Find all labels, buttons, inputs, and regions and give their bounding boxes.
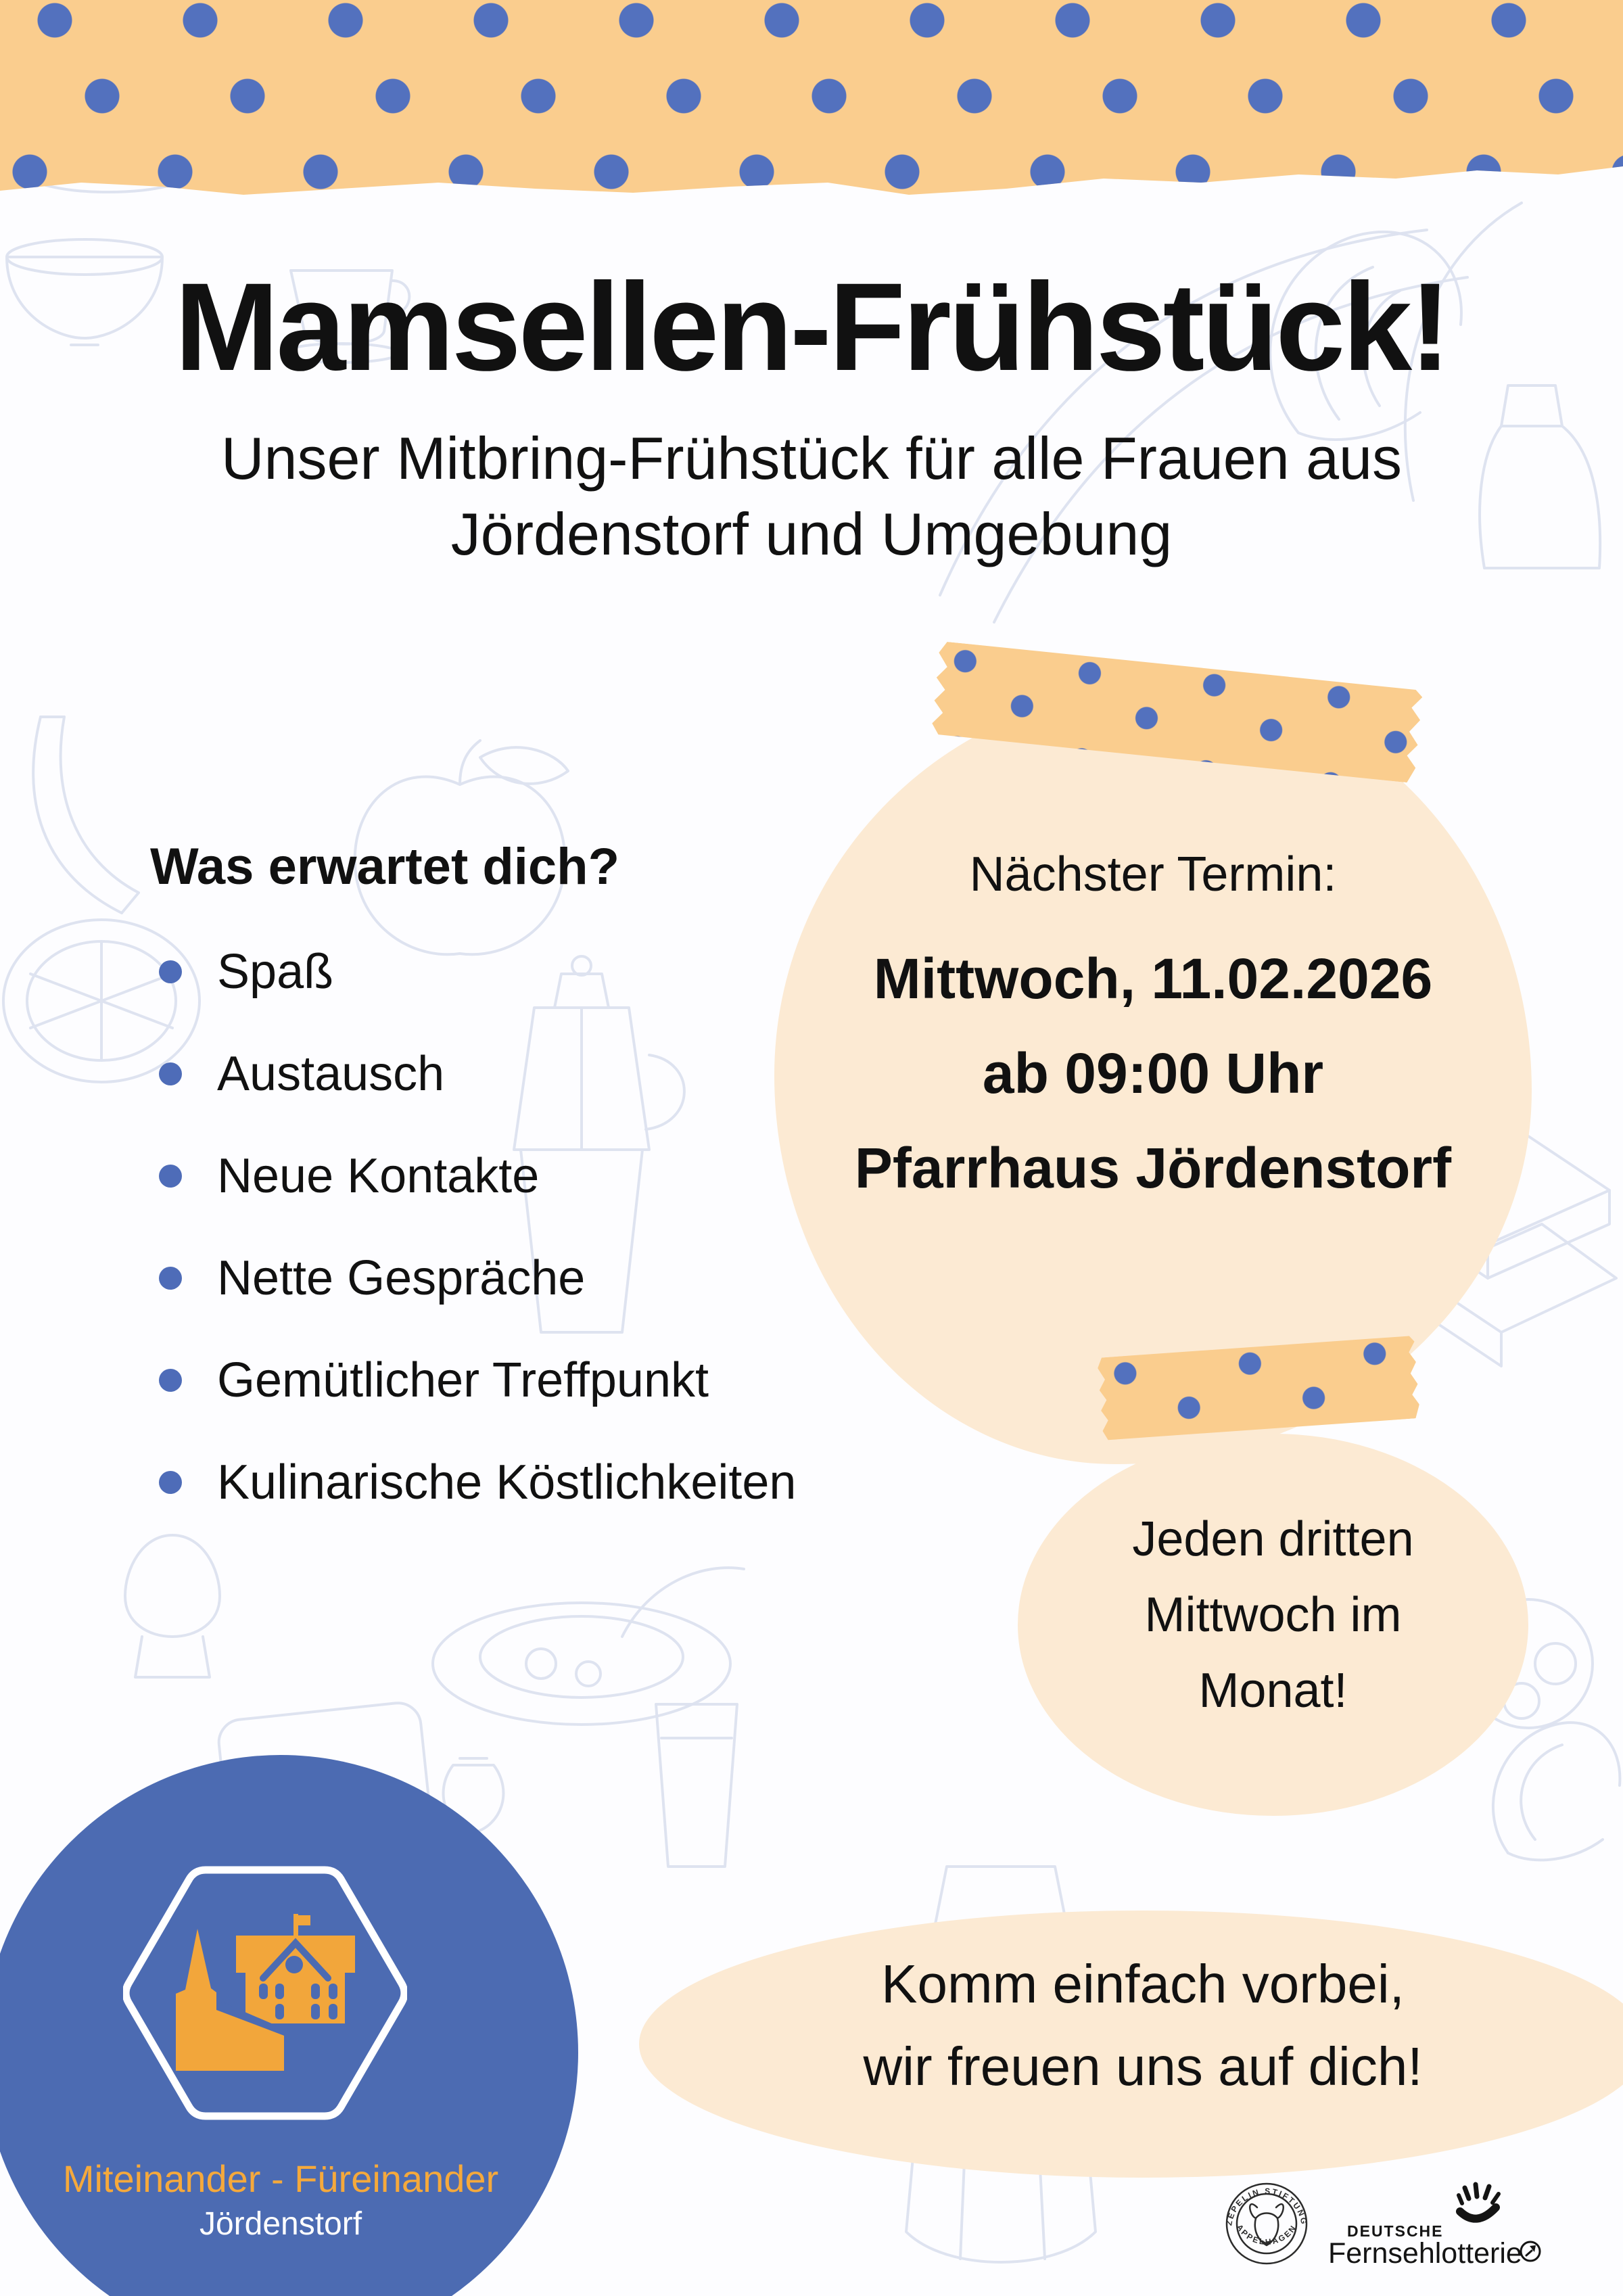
cta-blob [639,1911,1623,2178]
polka-dot-banner [0,0,1623,203]
recurrence-line-1: Jeden dritten [1132,1512,1414,1566]
cta-text [639,1943,1623,2108]
recurrence-circle [1018,1434,1528,1816]
list-item [159,1227,796,1329]
list-item [159,1329,796,1431]
next-date-details [774,931,1532,1215]
expectations-heading: Was erwartet dich? [150,838,620,895]
recurrence-text [1018,1501,1528,1729]
bullet-dot-icon [159,1165,182,1188]
list-item-label: Neue Kontakte [217,1148,540,1203]
page-title: Mamsellen-Frühstück! [174,258,1449,397]
fernsehlotterie-logo [1325,2178,1596,2286]
seal-bottom-text: APPELHAGEN [1234,2222,1299,2247]
list-item [159,920,796,1023]
recurrence-line-2: Mittwoch im [1144,1588,1402,1642]
next-date-day: Mittwoch, 11.02.2026 [873,947,1433,1010]
bullet-dot-icon [159,960,182,983]
lottery-top-text: DEUTSCHE [1347,2222,1444,2240]
list-item-label: Gemütlicher Treffpunkt [217,1353,709,1407]
list-item-label: Nette Gespräche [217,1250,586,1305]
next-date-place: Pfarrhaus Jördenstorf [854,1136,1452,1200]
lottery-name-text: Fernsehlotterie [1328,2237,1522,2270]
subtitle-line-2: Jördenstorf und Umgebung [450,500,1173,567]
list-item-label: Spaß [217,944,334,999]
subtitle [0,421,1623,572]
list-item [159,1431,796,1533]
next-date-label: Nächster Termin: [969,847,1337,901]
croissant-small-doodle [1481,1704,1623,1880]
list-item [159,1023,796,1125]
expectations-list [159,920,796,1533]
bullet-dot-icon [159,1369,182,1392]
list-item-label: Austausch [217,1046,445,1101]
cta-line-2: wir freuen uns auf dich! [863,2036,1423,2096]
org-name: Miteinander - Füreinander [62,2157,499,2200]
banana-doodle [0,703,183,933]
zepelin-stiftung-seal-icon [1223,2180,1311,2268]
hand-icon [1454,2182,1503,2230]
bullet-dot-icon [159,1471,182,1494]
next-date-time: ab 09:00 Uhr [982,1041,1324,1105]
cta-line-1: Komm einfach vorbei, [881,1954,1405,2014]
bullet-dot-icon [159,1062,182,1085]
registered-arrow-icon [1519,2240,1542,2263]
list-item-label: Kulinarische Köstlichkeiten [217,1455,797,1509]
subtitle-line-1: Unser Mitbring-Frühstück für alle Frauen aus [221,425,1402,492]
village-hexagon-icon [123,1856,407,2130]
recurrence-line-3: Monat! [1198,1664,1348,1718]
sponsor-logos [1217,2178,1596,2286]
seal-top-text: ZEPELIN STIFTUNG [1224,2186,1309,2227]
bullet-dot-icon [159,1267,182,1290]
list-item [159,1125,796,1227]
glass-doodle [636,1691,757,1887]
school-icon [236,1914,355,2023]
org-place: Jördenstorf [199,2206,362,2242]
